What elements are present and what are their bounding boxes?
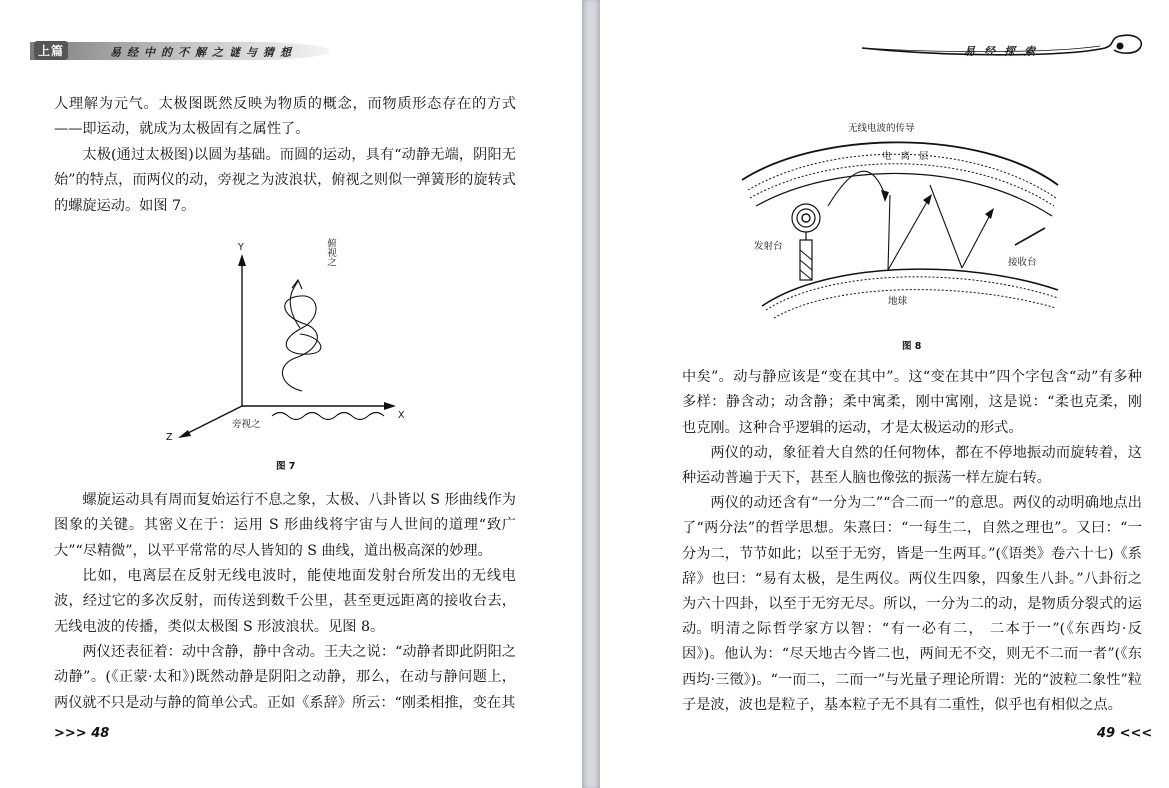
wave-path-3 (888, 200, 928, 270)
x-axis-label: X (398, 410, 405, 421)
paragraph: 两仪的动，象征着大自然的任何物体，都在不停地振动而旋转着，这种运动普遍于天下，甚至人脑也像弦的振荡一样左旋右转。 (682, 445, 1142, 487)
figure-7-caption: 图 7 (276, 461, 296, 472)
right-page (600, 0, 1169, 788)
page-number: >>> 48 (54, 726, 110, 741)
section-logo: 上篇 (34, 41, 68, 60)
header-swoosh (600, 0, 1169, 80)
header-dot-icon (1117, 43, 1124, 50)
paragraph: 太极(通过太极图)以圆为基础。而圆的运动，具有“动静无端，阴阳无始”的特点，而两仪的动，旁视之为波浪状，俯视之则似一弹簧形的旋转式的螺旋运动。如图 7。 (54, 147, 516, 214)
paragraph: 明清之际哲学家方以智：“有一必有二， 二本于一”(《东西均·反因》)。他认为：“尽天地古今皆二也，两间无不交，则无不二而一者”(《东西均·三徵》)。“一而二，二而一”与光量子理论所谓：光的“波粒二象性”粒子是波，波也是粒子，基本粒子无不具有二重性，似乎也有相似之点。 (682, 621, 1142, 713)
earth-dots-lower (774, 290, 1056, 318)
spiral-curve (282, 281, 320, 391)
side-view-label: 旁视之 (232, 419, 261, 430)
receiver-label: 接收台 (1008, 257, 1037, 268)
ionosphere-label: 电 离 层 (882, 151, 932, 162)
y-axis-arrow (238, 254, 246, 266)
page-gutter (582, 0, 600, 788)
left-page (0, 0, 582, 788)
x-axis-arrow (384, 402, 396, 410)
transmitter-signal-icon (802, 214, 810, 222)
paragraph: 两仪的动还含有“一分为二”“合二而一”的意思。两仪的动明确地点出了“两分法”的哲学思想。朱熹曰：“一每生二，自然之理也”。又曰：“一分为二，节节如此；以至于无穷，皆是一生两耳。”(《语类》卷六十七)《系辞》也曰：“易有太极，是生两仪。两仪生四象，四象生八卦。”八卦衍之为六十四卦，以至于无穷无尽。所以，一分为二的动，是物质分裂式的运动。 (682, 495, 1142, 638)
wave-path-2 (888, 195, 890, 270)
earth-label: 地球 (888, 296, 908, 307)
running-header-title: 易经探索 (964, 45, 1044, 58)
paragraph: 比如，电离层在反射无线电波时，能使地面发射台所发出的无线电波，经过它的多次反射，而传送到数千公里，甚至更远距离的接收台去，无线电波的传播，类似太极图 S 形波浪状。见图 8。 (54, 568, 516, 635)
top-view-label: 俯视之 (325, 238, 336, 267)
figure-8-caption: 图 8 (902, 341, 922, 352)
receiver-antenna (1015, 228, 1045, 245)
z-axis-label: Z (166, 432, 173, 443)
wave-path-5 (962, 215, 990, 268)
figure-7 (160, 236, 420, 446)
wave-path-4 (930, 185, 962, 268)
wave-curve (272, 413, 384, 420)
wave-path-1 (828, 171, 885, 206)
paragraph: 中矣”。动与静应该是“变在其中”。这“变在其中”四个字包含“动”有多种多样：静含动；动含静；柔中寓柔，刚中寓刚，这是说：“柔也克柔，刚也克刚。这种合乎逻辑的运动，才是太极运动的形式。 (682, 369, 1142, 436)
inner-arc (756, 173, 1052, 216)
running-header-title: 易经中的不解之谜与猜想 (110, 46, 297, 59)
page-number: 49 <<< (1097, 726, 1153, 741)
paragraph: 两仪还表征着：动中含静，静中含动。王夫之说：“动静者即此阴阳之动静”。(《正蒙·太和》)既然动静是阴阳之动静，那么，在动与静问题上，两仪就不只是动与静的简单公式。正如《系辞》所云：“刚柔相推，变在其 (54, 644, 516, 711)
ionosphere-band (750, 164, 1054, 206)
paragraph: 螺旋运动具有周而复始运行不息之象，太极、八卦皆以 S 形曲线作为图象的关键。其密义在于：运用 S 形曲线将宇宙与人世间的道理“致广大”“尽精微”，以平平常常的尽人皆知的 S 曲线，道出极高深的妙理。 (54, 492, 516, 559)
earth-dots (766, 277, 1058, 310)
left-running-header (30, 38, 330, 66)
paragraph: 人理解为元气。太极图既然反映为物质的概念，而物质形态存在的方式——即运动，就成为太极固有之属性了。 (54, 96, 516, 138)
figure-8 (740, 110, 1060, 335)
figure-8-title: 无线电波的传导 (848, 123, 915, 134)
y-axis-label: Y (238, 242, 244, 253)
transmitter-label: 发射台 (754, 241, 783, 252)
transmitter-tower (800, 240, 812, 280)
z-axis-arrow (178, 430, 191, 438)
spiral-diagram (160, 236, 420, 446)
